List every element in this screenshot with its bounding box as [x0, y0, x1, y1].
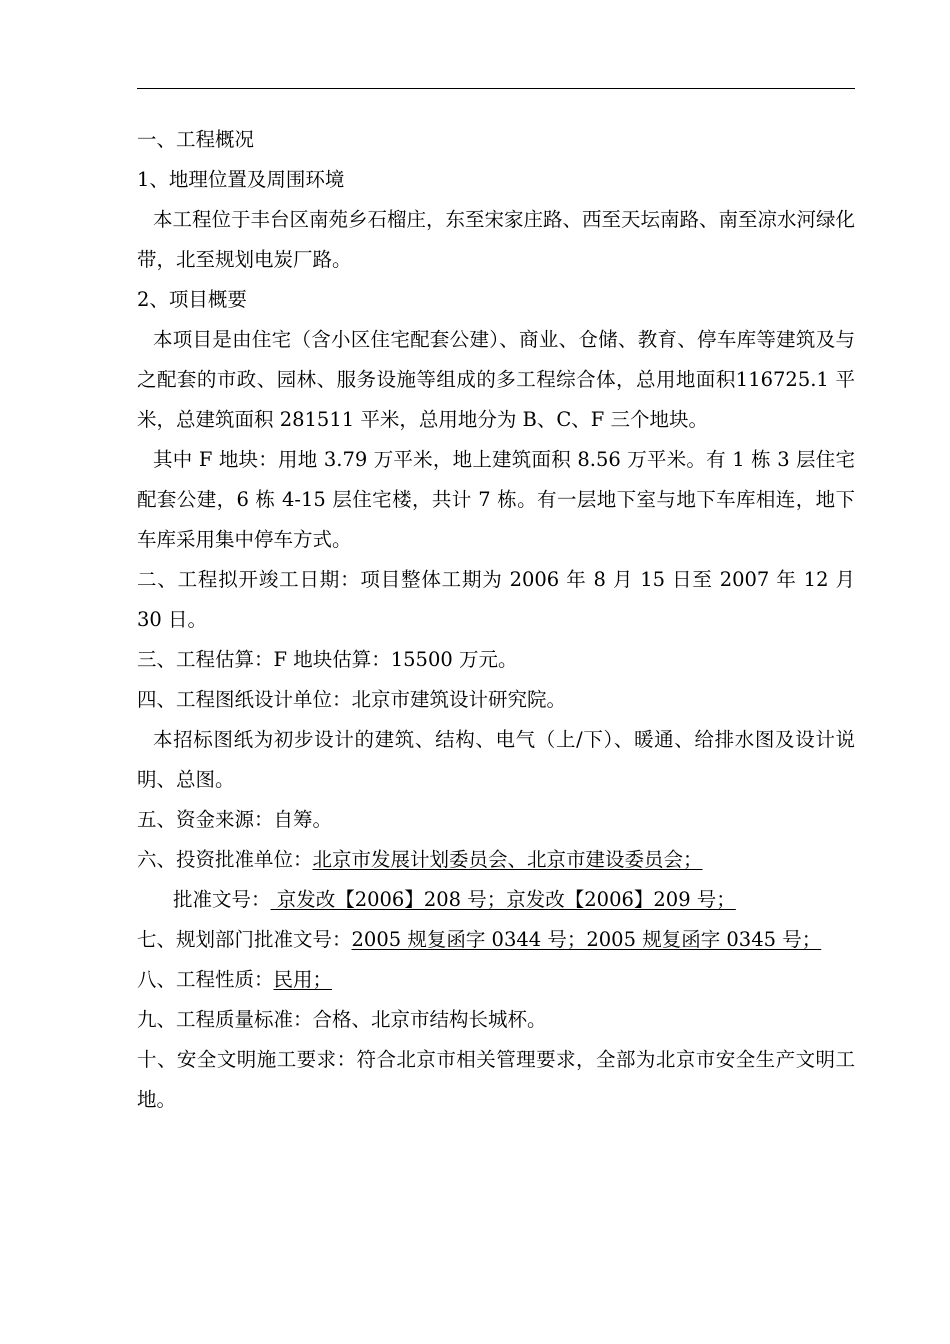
section-6-approval	[137, 840, 855, 880]
section-7-label: 七、规划部门批准文号：	[137, 928, 352, 951]
section-9-quality: 九、工程质量标准：合格、北京市结构长城杯。	[137, 1008, 547, 1031]
section-6-doc-value: 京发改【2006】208 号；京发改【2006】209 号；	[270, 888, 736, 911]
section-6-label: 六、投资批准单位：	[137, 848, 313, 871]
header-rule	[137, 88, 855, 89]
section-7-planning	[137, 920, 855, 960]
section-4-body: 本招标图纸为初步设计的建筑、结构、电气（上/下）、暖通、给排水图及设计说明、总图。	[137, 728, 855, 791]
section-8-value: 民用；	[273, 968, 333, 991]
section-5-funding: 五、资金来源：自筹。	[137, 808, 333, 831]
section-8-nature	[137, 960, 855, 1000]
section-8-label: 八、工程性质：	[137, 968, 274, 991]
section-10-safety: 十、安全文明施工要求：符合北京市相关管理要求，全部为北京市安全生产文明工地。	[137, 1048, 855, 1111]
section-1-2-body-2: 其中 F 地块：用地 3.79 万平米，地上建筑面积 8.56 万平米。有 1 栋 3 层住宅配套公建，6 栋 4-15 层住宅楼，共计 7 栋。有一层地下室与地下车库相连，地下车库采用集中停车方式。	[137, 448, 855, 551]
section-1-title: 一、工程概况	[137, 128, 255, 151]
section-4-designer: 四、工程图纸设计单位：北京市建筑设计研究院。	[137, 688, 567, 711]
section-1-1-title: 1、地理位置及周围环境	[137, 168, 345, 191]
section-7-value: 2005 规复函字 0344 号；2005 规复函字 0345 号；	[351, 928, 822, 951]
section-3-estimate: 三、工程估算：F 地块估算：15500 万元。	[137, 648, 518, 671]
section-6-document	[137, 880, 855, 920]
document-body	[137, 120, 855, 1120]
section-1-2-body-1: 本项目是由住宅（含小区住宅配套公建）、商业、仓储、教育、停车库等建筑及与之配套的市政、园林、服务设施等组成的多工程综合体，总用地面积116725.1 平米，总建筑面积 281511 平米，总用地分为 B、C、F 三个地块。	[137, 328, 855, 431]
section-1-2-title: 2、项目概要	[137, 288, 247, 311]
section-6-value: 北京市发展计划委员会、北京市建设委员会；	[312, 848, 703, 871]
section-6-doc-label: 批准文号：	[173, 888, 271, 911]
section-2-schedule: 二、工程拟开竣工日期：项目整体工期为 2006 年 8 月 15 日至 2007 年 12 月 30 日。	[137, 568, 855, 631]
section-1-1-body: 本工程位于丰台区南苑乡石榴庄，东至宋家庄路、西至天坛南路、南至凉水河绿化带，北至规划电炭厂路。	[137, 208, 856, 271]
